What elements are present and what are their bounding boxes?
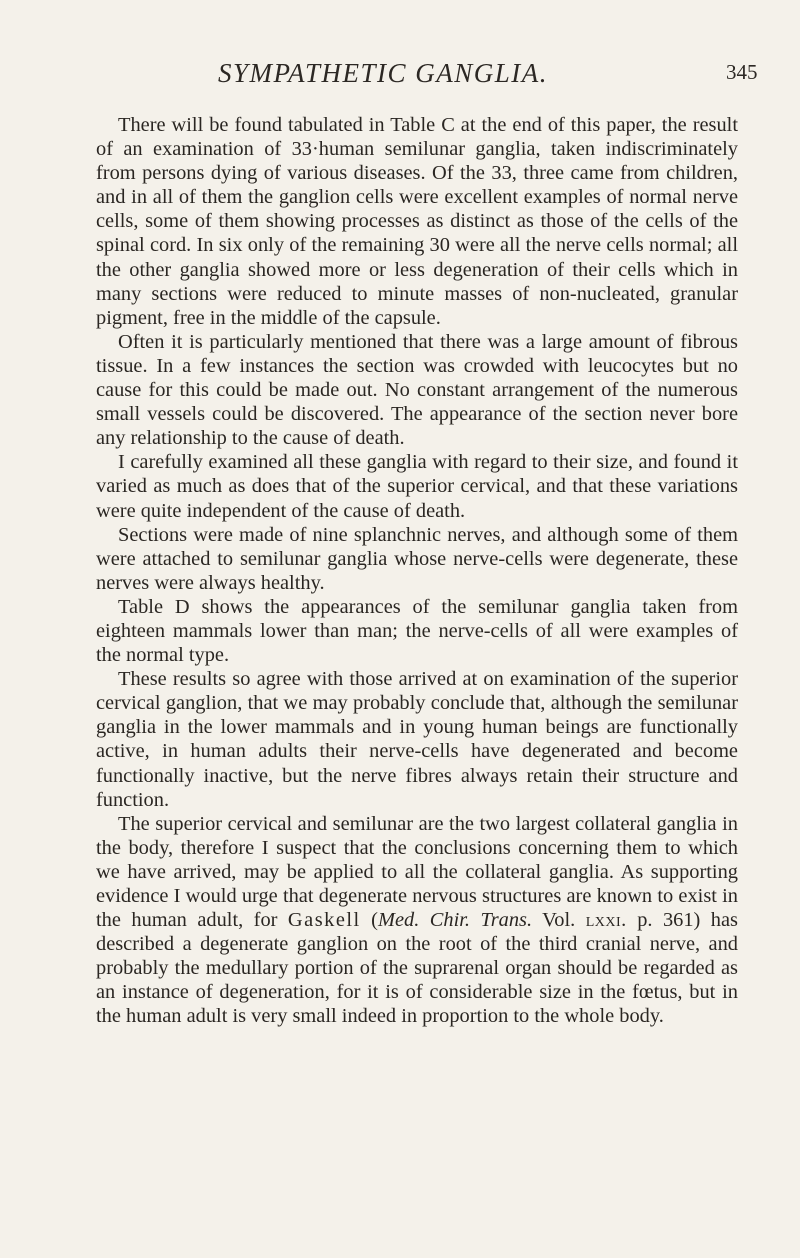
running-title: SYMPATHETIC GANGLIA. bbox=[218, 58, 549, 88]
journal-citation: Med. Chir. Trans. bbox=[377, 909, 533, 932]
page-number: 345 bbox=[726, 60, 758, 84]
paragraph: Sections were made of nine splanchnic nerves, and although some of them were attached to semilunar ganglia whose nerve-cells were degenerate, these nerves were always healthy. bbox=[96, 523, 738, 594]
paragraph: Often it is particularly mentioned that there was a large amount of fibrous tissue. In a few instances the section was crowded with leucocytes but no cause for this could be made out. No constant arrangement of the numerous small vessels could be discovered. The appearance of the section never bore any relationship to the cause of death. bbox=[96, 330, 738, 450]
body-text bbox=[96, 113, 738, 1029]
paragraph: These results so agree with those arrived at on examination of the superior cervical ganglion, that we may probably conclude that, although the semilunar ganglia in the lower mammals and in young human beings are functionally active, in human adults their nerve-cells have degenerated and become functionally inactive, but the nerve fibres always retain their structure and function. bbox=[96, 668, 738, 811]
final-paragraph bbox=[96, 812, 738, 1029]
author-name: Gaskell bbox=[287, 909, 361, 932]
final-paragraph-text: The superior cervical and semilunar are the two largest collateral ganglia in the body, therefore I suspect that the conclusions concerning them to which we have arrived, may be applied to all the collateral ganglia. As supporting evidence I would urge that degenerate nervous structures are known to exist in the human adult, for bbox=[96, 812, 738, 932]
paragraph: I carefully examined all these ganglia with regard to their size, and found it varied as much as does that of the superior cervical, and that these variations were quite independent of the cause of death. bbox=[96, 451, 738, 522]
volume-prefix: Vol. bbox=[532, 909, 586, 932]
final-paragraph-tail: p. 361) has described a degenerate ganglion on the root of the third cranial nerve, and probably the medullary portion of the suprarenal organ should be regarded as an instance of degeneration, for it is of considerable size in the fœtus, but in the human adult is very small indeed in proportion to the whole body. bbox=[96, 909, 738, 1028]
volume-number: lxxi. bbox=[585, 909, 627, 932]
paragraph: Table D shows the appearances of the semilunar ganglia taken from eighteen mammals lower than man; the nerve-cells of all were examples of the normal type. bbox=[96, 595, 738, 667]
paragraph: There will be found tabulated in Table C at the end of this paper, the result of an examination of 33·human semilunar ganglia, taken indiscriminately from persons dying of various diseases. Of the 33, three came from children, and in all of them the ganglion cells were excellent examples of normal nerve cells, some of them showing processes as distinct as those of the cells of the spinal cord. In six only of the remaining 30 were all the nerve cells normal; all the other ganglia showed more or less degeneration of their cells which in many sections were reduced to minute masses of non-nucleated, granular pigment, free in the middle of the capsule. bbox=[96, 114, 738, 329]
running-head bbox=[0, 58, 800, 98]
paren-open: ( bbox=[360, 909, 378, 932]
